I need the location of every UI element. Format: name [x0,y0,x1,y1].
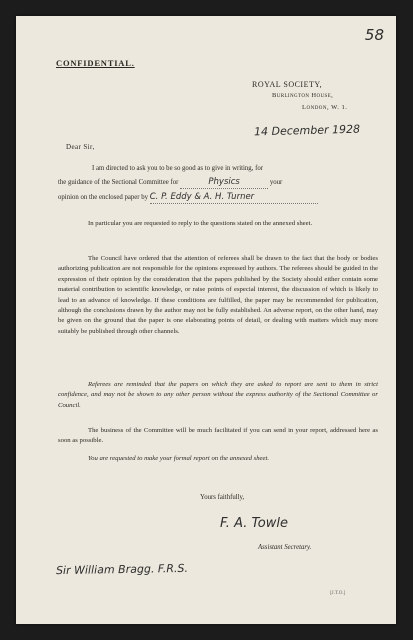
confidential-heading: CONFIDENTIAL. [56,58,135,68]
handwritten-date: 14 December 1928 [253,122,361,139]
intro-line-3 [58,192,358,204]
committee-handwritten: Physics [208,177,240,187]
intro-line-1: I am directed to ask you to be so good as to give in writing, for [92,165,264,172]
intro-line-2-before: the guidance of the Sectional Committee for [58,179,179,186]
paragraph-council: The Council have ordered that the attention of referees shall be drawn to the fact that the body or bodies authorizing publication are not responsible for the opinions expressed by authors. The referees should be guided in the expression of their opinion by the consideration that the papers published by the Society should either contain some material contribution to scientific knowledge, or raise points of especial interest, the discussion of which is likely to lead to an advance of knowledge. If these conditions are fulfilled, the paper may be recommended for publication, although the conclusions drawn by the author may not be fully established. An adverse report, on the other hand, may be given on the ground that the paper is one elaborating points of detail, or dealing with matters which may more suitably be published through other channels. [58,255,378,335]
paragraph-business: The business of the Committee will be much facilitated if you can send in your report, addressed here as soon as possible. [58,427,378,445]
address-line-3: London, W. 1. [302,104,348,111]
signatory-title: Assistant Secretary. [258,544,312,551]
letter-sheet [16,16,396,624]
authors-handwritten: C. P. Eddy & A. H. Turner [149,192,255,202]
authors-field [150,192,318,204]
page-number: 58 [364,26,384,44]
salutation: Dear Sir, [66,143,95,151]
address-line-1: ROYAL SOCIETY, [252,80,323,89]
signature: F. A. Towle [220,516,288,531]
address-line-2: Burlington House, [272,92,334,99]
form-code: [J.T.O.] [330,591,346,596]
intro-line-2 [58,177,358,189]
intro-line-3-before: opinion on the enclosed paper by [58,194,149,201]
committee-field [180,177,268,189]
closing: Yours faithfully, [200,494,245,501]
intro-line-2-after: your [269,179,283,186]
paragraph-referees: Referees are reminded that the papers on which they are asked to report are sent to them in strict confidence, and may not be shown to any other person without the express authority of the Sectional Committee or Council. [58,381,378,409]
addressee: Sir William Bragg. F.R.S. [55,561,189,578]
paragraph-questions: In particular you are requested to reply to the questions stated on the annexed sheet. [88,220,313,227]
paragraph-formal-report: You are requested to make your formal report on the annexed sheet. [88,455,270,462]
